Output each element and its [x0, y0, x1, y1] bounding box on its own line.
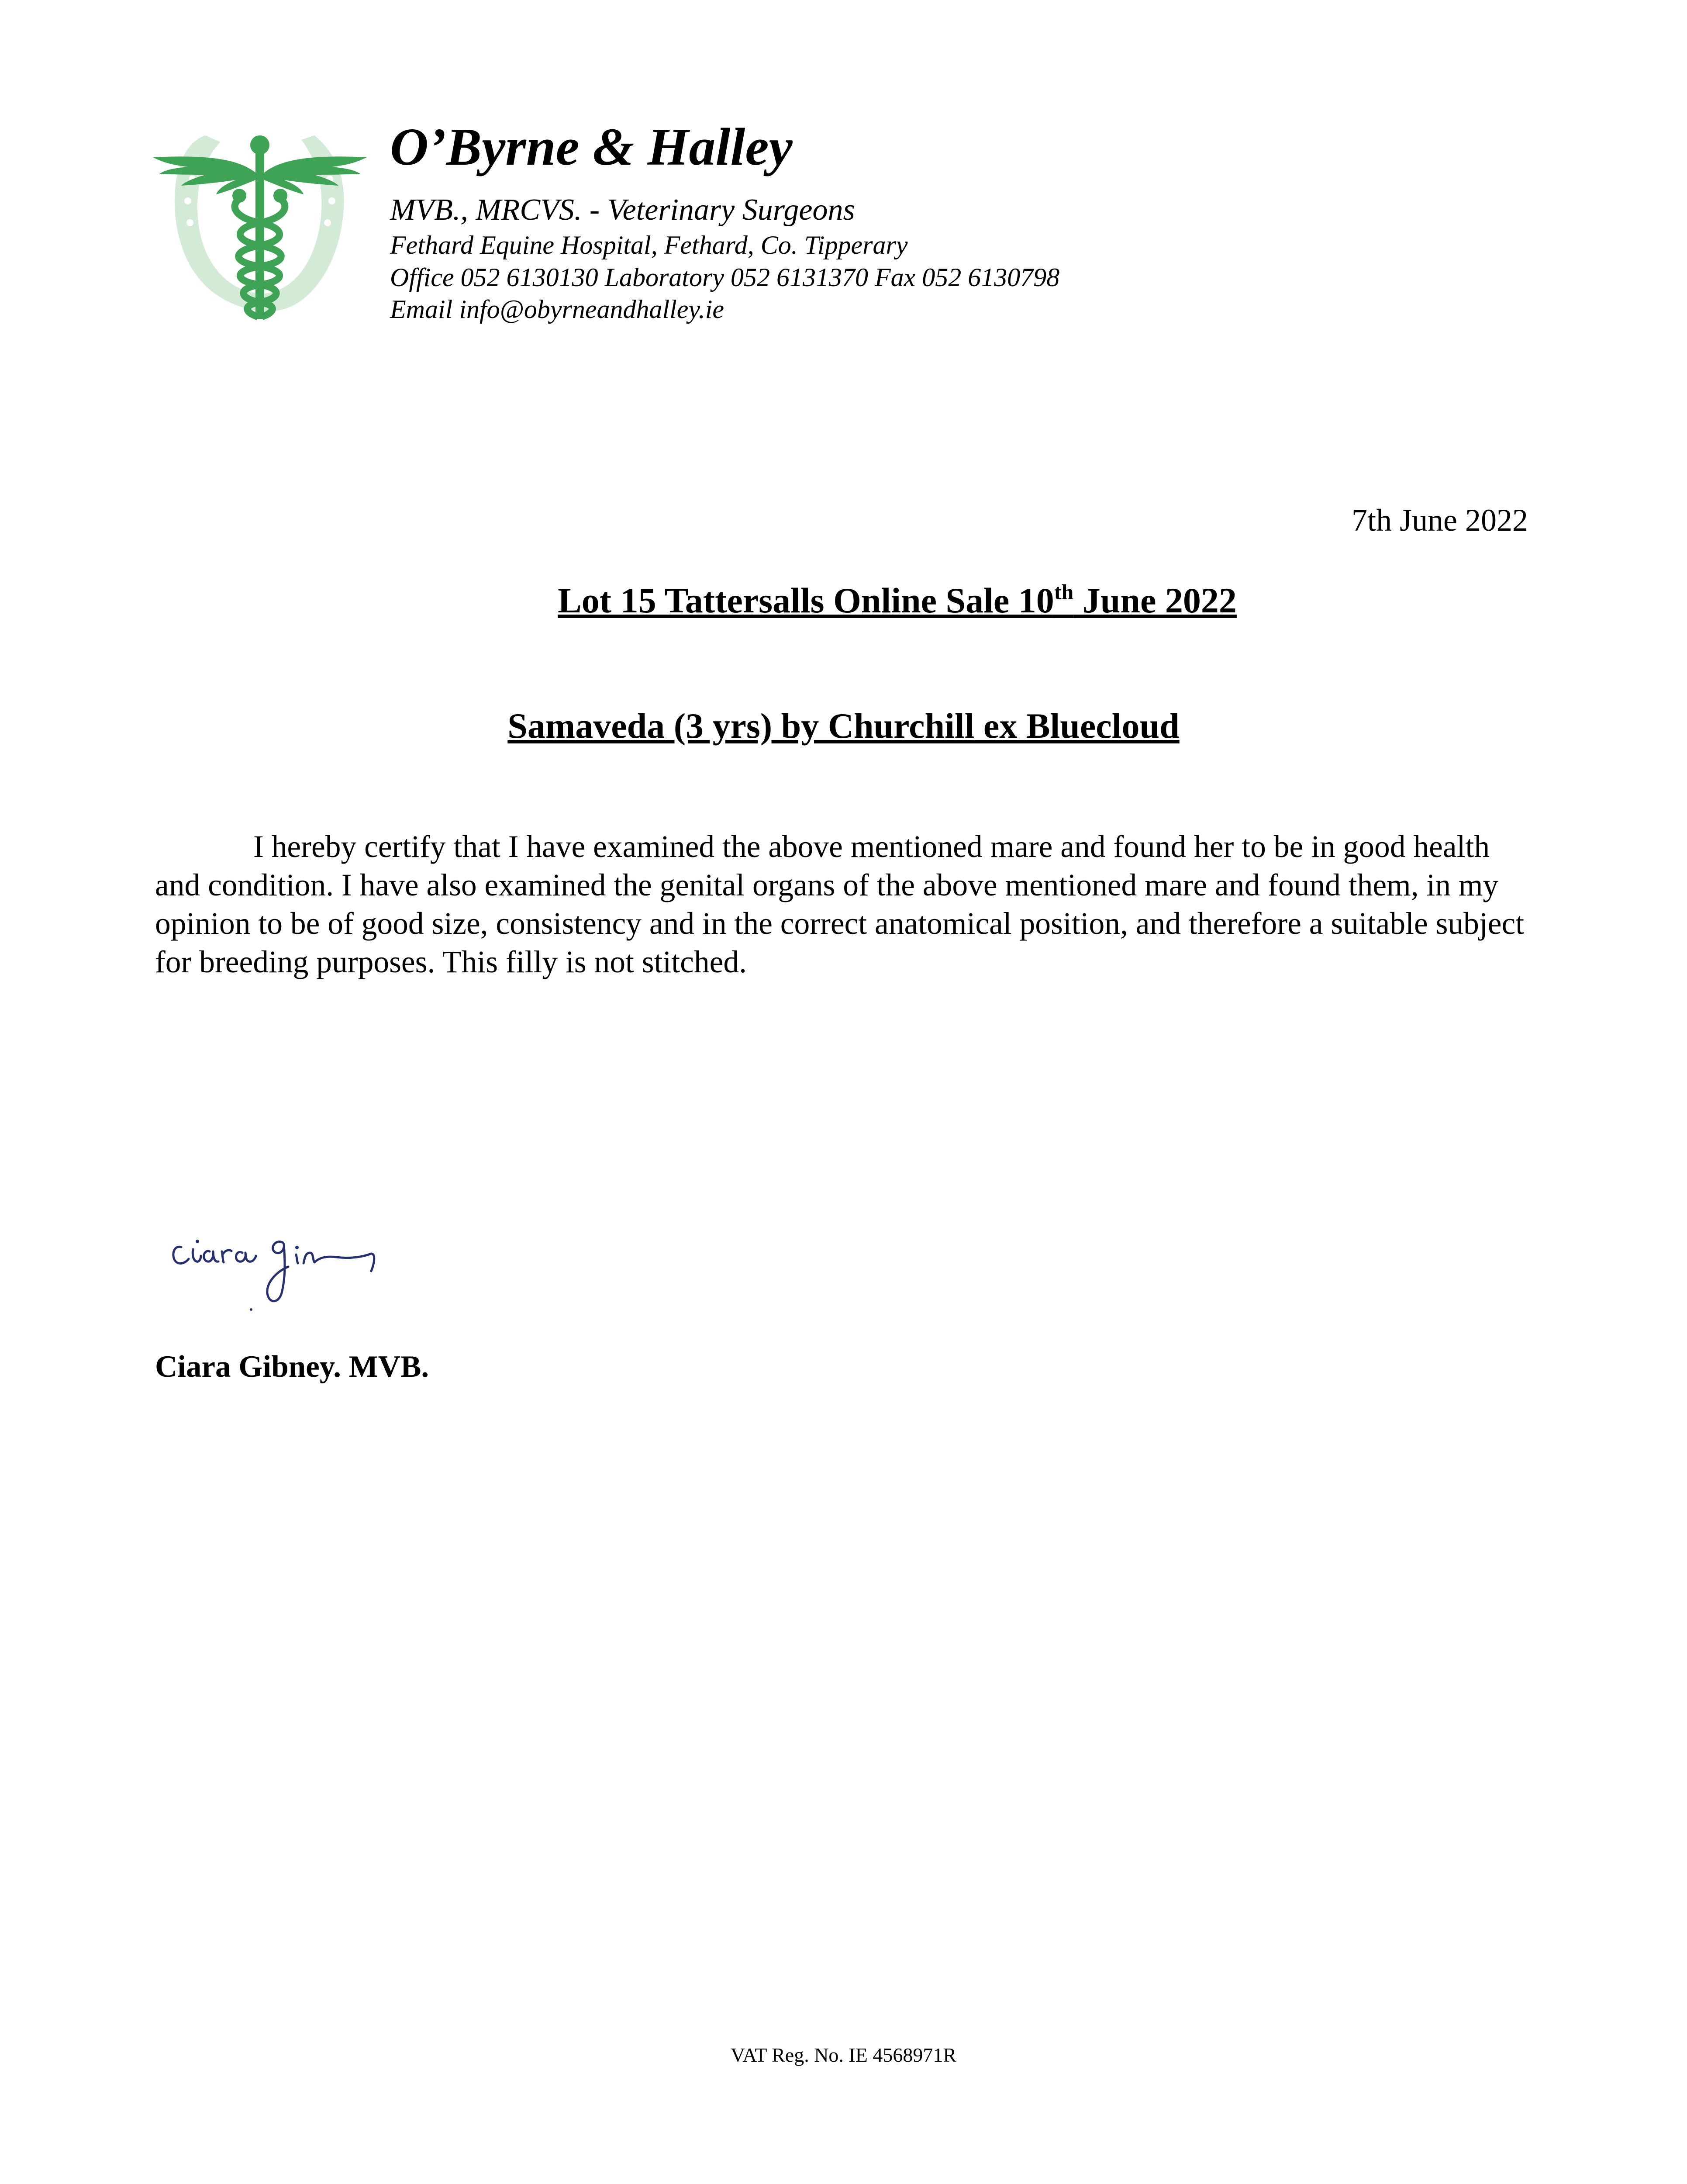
right-wing: [264, 156, 367, 194]
signature-image: [166, 1206, 424, 1315]
certificate-body: [155, 828, 1535, 981]
staff: [255, 153, 264, 319]
letter-date: 7th June 2022: [1352, 503, 1528, 538]
firm-phones: Office 052 6130130 Laboratory 052 6131370 Fax 052 6130798: [390, 263, 1060, 292]
lot-heading-suffix: June 2022: [1073, 581, 1237, 620]
lot-heading-superscript: th: [1054, 580, 1074, 604]
firm-email: Email info@obyrneandhalley.ie: [390, 295, 724, 324]
left-wing: [153, 156, 255, 194]
firm-name: O’Byrne & Halley: [390, 117, 793, 176]
vat-footer: VAT Reg. No. IE 4568971R: [730, 2044, 957, 2066]
certificate-paragraph: I hereby certify that I have examined the above mentioned mare and found her to be in good health and condition. I have also examined the genital organs of the above mentioned mare and found them, in my opinion to be of good size, consistency and in the correct anatomical position, and therefore a suitable subject for breeding purposes. This filly is not stitched.: [155, 829, 1525, 979]
firm-qualifications: MVB., MRCVS. - Veterinary Surgeons: [390, 193, 855, 227]
horse-heading: Samaveda (3 yrs) by Churchill ex Bluecloud: [507, 706, 1180, 746]
lot-heading: [54, 581, 1687, 620]
firm-address: Fethard Equine Hospital, Fethard, Co. Tipperary: [390, 231, 908, 259]
signatory-name: Ciara Gibney. MVB.: [155, 1350, 429, 1384]
staff-knob: [250, 135, 269, 155]
lot-heading-prefix: Lot 15 Tattersalls Online Sale 10: [558, 581, 1054, 620]
caduceus-horseshoe-icon: [148, 131, 371, 328]
